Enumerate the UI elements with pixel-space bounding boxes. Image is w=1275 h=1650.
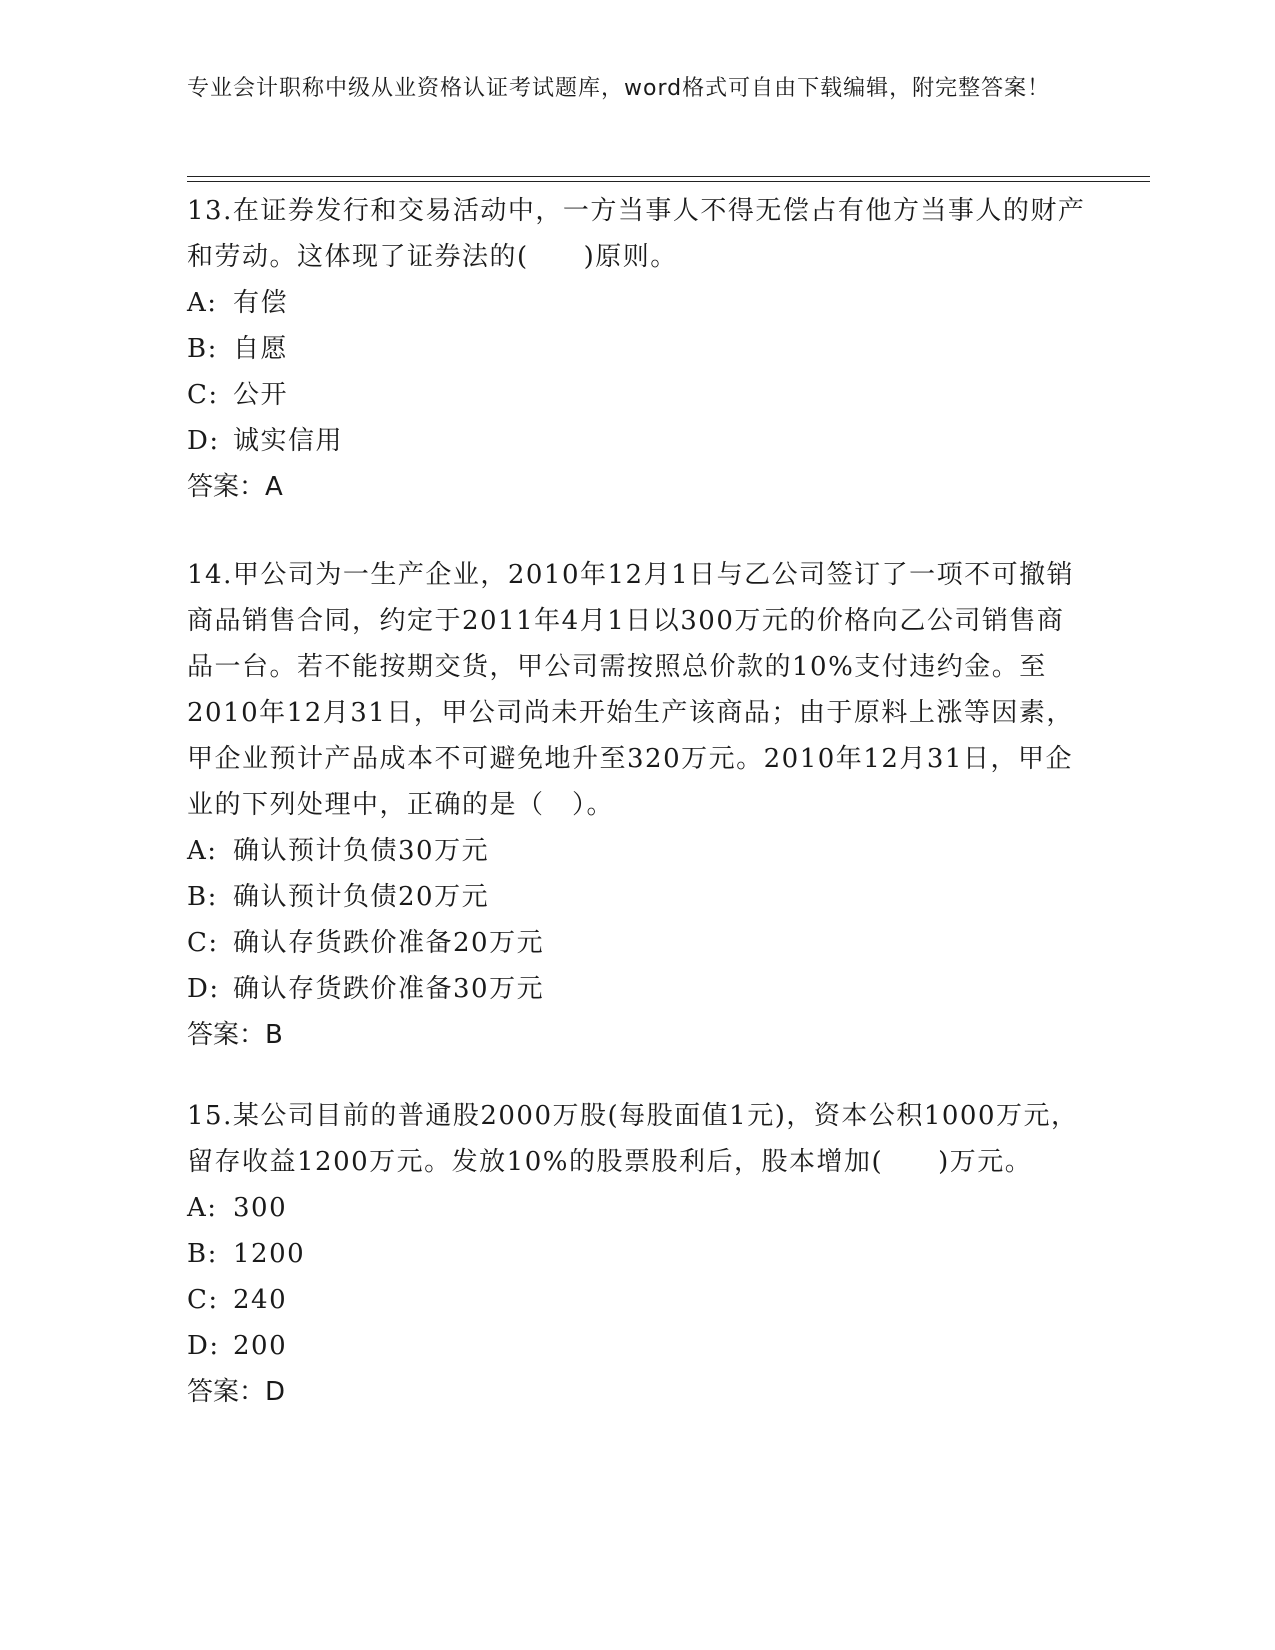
option-a (187, 828, 1087, 874)
option-letter: C: (187, 1285, 219, 1315)
option-a (187, 1185, 1087, 1231)
option-text: 200 (233, 1331, 288, 1361)
question-15 (187, 1093, 1087, 1415)
option-letter: D: (187, 974, 220, 1004)
page-header: 专业会计职称中级从业资格认证考试题库，word格式可自由下载编辑，附完整答案！ (187, 76, 1051, 101)
option-text: 有偿 (233, 288, 289, 318)
option-b (187, 874, 1087, 920)
option-letter: A: (187, 1193, 218, 1223)
question-stem: 14.甲公司为一生产企业，2010年12月1日与乙公司签订了一项不可撤销商品销售合同，约定于2011年4月1日以300万元的价格向乙公司销售商品一台。若不能按期交货，甲公司需按照总价款的10%支付违约金。至2010年12月31日，甲公司尚未开始生产该商品；由于原料上涨等因素，甲企业预计产品成本不可避免地升至320万元。2010年12月31日，甲企业的下列处理中，正确的是（ ）。 (187, 560, 1075, 820)
option-letter: C: (187, 928, 219, 958)
option-text: 确认存货跌价准备30万元 (233, 974, 545, 1004)
question-stem: 15.某公司目前的普通股2000万股(每股面值1元)，资本公积1000万元，留存收益1200万元。发放10%的股票股利后，股本增加( )万元。 (187, 1101, 1079, 1177)
option-letter: B: (187, 334, 218, 364)
option-text: 1200 (233, 1239, 306, 1269)
question-stem: 13.在证券发行和交易活动中，一方当事人不得无偿占有他方当事人的财产和劳动。这体现了证券法的( )原则。 (187, 196, 1086, 272)
option-text: 诚实信用 (233, 426, 344, 456)
option-letter: B: (187, 1239, 218, 1269)
option-text: 确认预计负债20万元 (233, 882, 490, 912)
option-c (187, 372, 1087, 418)
option-c (187, 920, 1087, 966)
option-letter: D: (187, 426, 220, 456)
question-13 (187, 188, 1087, 510)
option-text: 确认存货跌价准备20万元 (233, 928, 545, 958)
option-letter: A: (187, 836, 218, 866)
option-letter: B: (187, 882, 218, 912)
option-d (187, 1323, 1087, 1369)
option-d (187, 418, 1087, 464)
option-b (187, 326, 1087, 372)
header-rule-bottom (187, 181, 1150, 182)
option-text: 确认预计负债30万元 (233, 836, 490, 866)
option-c (187, 1277, 1087, 1323)
question-14 (187, 552, 1087, 1058)
answer-line: 答案：A (187, 472, 283, 502)
option-text: 自愿 (233, 334, 289, 364)
option-b (187, 1231, 1087, 1277)
option-letter: D: (187, 1331, 220, 1361)
option-letter: A: (187, 288, 218, 318)
option-a (187, 280, 1087, 326)
answer-line: 答案：D (187, 1377, 286, 1407)
option-text: 公开 (233, 380, 289, 410)
answer-line: 答案：B (187, 1020, 283, 1050)
option-text: 300 (233, 1193, 288, 1223)
header-rule-top (187, 176, 1150, 177)
option-text: 240 (233, 1285, 288, 1315)
option-letter: C: (187, 380, 219, 410)
option-d (187, 966, 1087, 1012)
